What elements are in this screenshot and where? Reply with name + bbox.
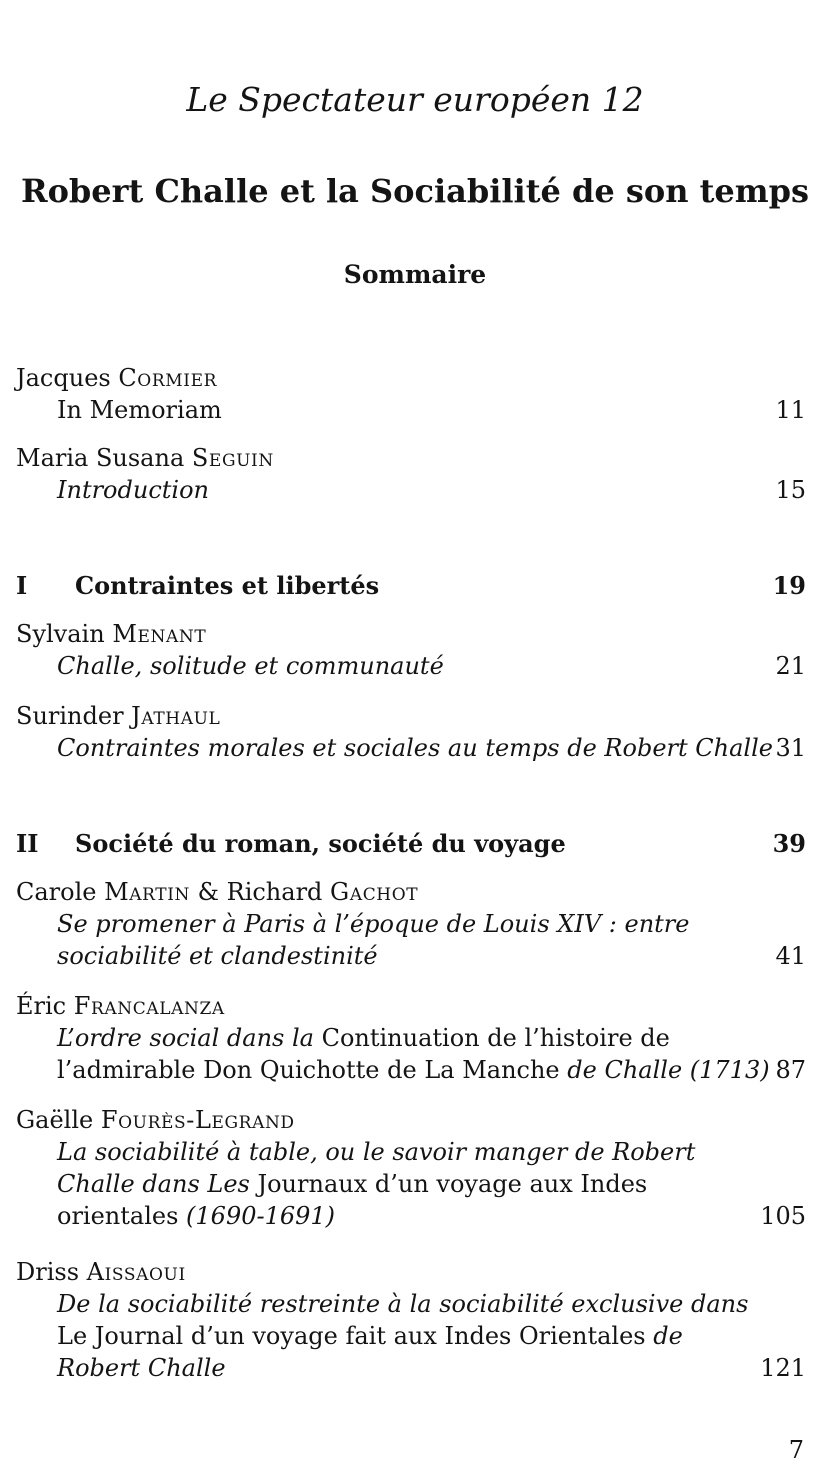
- part-heading-i[interactable]: [16, 570, 806, 602]
- entry-title-line: Le Journal d’un voyage fait aux Indes Orientales de: [57, 1322, 683, 1350]
- book-title: Robert Challe et la Sociabilité de son temps: [20, 172, 810, 210]
- entry-title-line: sociabilité et clandestinité 41: [57, 942, 806, 970]
- entry-title: In Memoriam 11: [57, 396, 806, 424]
- entry-page: 105: [760, 1202, 806, 1230]
- entry-author: Carole Martin & Richard Gachot: [16, 878, 419, 906]
- entry-author: Maria Susana Seguin: [16, 444, 274, 472]
- entry-author: Jacques Cormier: [16, 364, 217, 392]
- part-title: Société du roman, société du voyage: [75, 829, 566, 858]
- part-title: Contraintes et libertés: [75, 571, 380, 600]
- entry-page: 41: [775, 942, 806, 970]
- toc-entry-menant[interactable]: [16, 618, 806, 682]
- entry-page: 31: [775, 734, 806, 762]
- toc-entry-francalanza[interactable]: [16, 990, 806, 1086]
- toc-entry-aissaoui[interactable]: [16, 1256, 806, 1384]
- entry-page: 87: [775, 1056, 806, 1084]
- entry-title-line: Se promener à Paris à l’époque de Louis XIV : entre: [57, 910, 690, 938]
- toc-entry-foures-legrand[interactable]: [16, 1104, 806, 1232]
- entry-page: 15: [775, 476, 806, 504]
- entry-author: Surinder Jathaul: [16, 702, 221, 730]
- entry-title-line: La sociabilité à table, ou le savoir manger de Robert: [57, 1138, 696, 1166]
- toc-entry-jathaul[interactable]: [16, 700, 806, 764]
- entry-page: 121: [760, 1354, 806, 1382]
- part-page: 39: [772, 829, 806, 858]
- part-page: 19: [772, 571, 806, 600]
- series-title: Le Spectateur européen 12: [186, 80, 644, 119]
- toc-entry-martin-gachot[interactable]: [16, 876, 806, 972]
- entry-title-line: De la sociabilité restreinte à la sociabilité exclusive dans: [57, 1290, 749, 1318]
- entry-title-line: orientales (1690-1691) 105: [57, 1202, 806, 1230]
- entry-page: 21: [775, 652, 806, 680]
- entry-author: Éric Francalanza: [16, 992, 225, 1020]
- entry-title-line: Challe dans Les Journaux d’un voyage aux Indes: [57, 1170, 648, 1198]
- part-heading-ii[interactable]: [16, 828, 806, 860]
- entry-title: Introduction 15: [57, 476, 806, 504]
- entry-title-line: L’ordre social dans la Continuation de l’histoire de: [57, 1024, 670, 1052]
- entry-author: Sylvain Menant: [16, 620, 207, 648]
- entry-author: Driss Aissaoui: [16, 1258, 186, 1286]
- entry-page: 11: [775, 396, 806, 424]
- entry-title-line: l’admirable Don Quichotte de La Manche de Challe (1713) 87: [57, 1056, 806, 1084]
- entry-title-line: Robert Challe 121: [57, 1354, 806, 1382]
- part-number: I: [16, 571, 28, 600]
- toc-entry-seguin[interactable]: [16, 442, 806, 506]
- section-heading: Sommaire: [343, 260, 487, 289]
- entry-author: Gaëlle Fourès-Legrand: [16, 1106, 295, 1134]
- part-number: II: [16, 829, 39, 858]
- entry-title: Contraintes morales et sociales au temps de Robert Challe 31: [57, 734, 806, 762]
- toc-entry-cormier[interactable]: [16, 362, 806, 426]
- entry-title: Challe, solitude et communauté 21: [57, 652, 806, 680]
- page-number: 7: [788, 1436, 804, 1464]
